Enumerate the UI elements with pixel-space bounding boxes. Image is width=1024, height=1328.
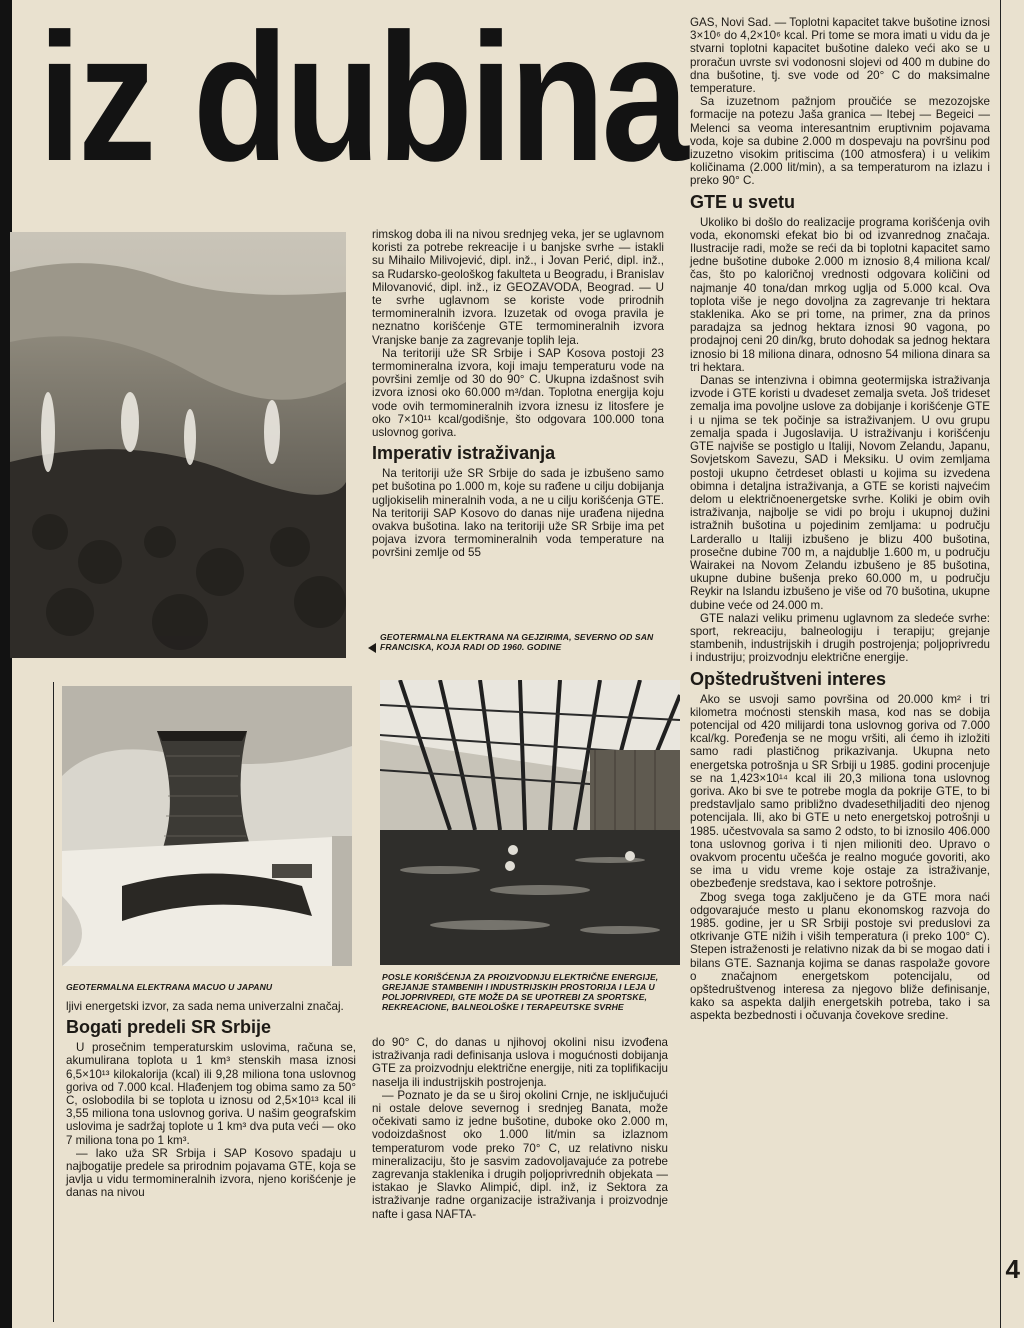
previous-page-strip xyxy=(0,0,12,1328)
left-paragraph: U prosečnim temperaturskim uslovima, računa se, akumulirana toplota u 1 km³ stenskih masa iznosi 6,5×10¹³ kilokalorija (kcal) ili 9,28 miliona tona uslovnog goriva od 7.000 kcal. Hlađenjem tog obima samo za 50° C, oslobodila bi se toplota u iznosu od 2,5×10¹³ kcal ili 3,55 miliona tona uslovnog goriva. U našim geografskim uslovima je sadržaj toplote u 1 km³ dva puta veći — oko 7 miliona tona po 1 km³. xyxy=(66,1041,356,1147)
right-paragraph: Sa izuzetnom pažnjom proučiće se mezozojske formacije na potezu Jaša granica — Itebej — Begeici — Melenci sa veoma interesantnim eruptivnim pojavama voda, koje sa dubine 2.000 m dospevaju na površinu pod izuzetno visokim pritiscima (100 atmosfera) i u velikim količinama (2.000 lit/min), a sa temperaturom na izlazu i preko 90° C. xyxy=(690,95,990,188)
caption-pointer-icon xyxy=(368,643,376,653)
section-heading-gte-u-svetu: GTE u svetu xyxy=(690,191,796,212)
section-heading-imperativ: Imperativ istraživanja xyxy=(372,443,556,464)
middle-column-lower xyxy=(372,1036,668,1221)
geyser-plant-photo xyxy=(10,232,346,658)
pool-photo-caption: POSLE KORIŠĆENJA ZA PROIZVODNJU ELEKTRIČNE ENERGIJE, GREJANJE STAMBENIH I INDUSTRIJSKIH PROSTORIJA I LEJA U POLJOPRIVREDI, GTE MOŽE DA SE UPOTREBI ZA SPORTSKE, REKREACIONE, BALNEOLOŠKE I TERAPEUTSKE SVRHE xyxy=(382,972,659,1012)
middle-paragraph: — Poznato je da se u široj okolini Crnje, ne isključujući ni ostale delove severnog i srednjeg Banata, može očekivati samo iz jedne bušotine, duboke oko 2.000 m, vodoizdašnost oko 1.000 lit/min sa izlaznom temperaturom vode preko 70° C, uz relativno nisku mineralizaciju, što je sasvim zadovoljavajuće za potrebe zagrevanja staklenika i drugih poljoprivrednih objekata — istakao je Slavko Alimpić, dipl. inž, iz Sektora za istraživanje radne organizacije istraživanja i proizvodnje nafte i gasa NAFTA- xyxy=(372,1088,668,1221)
right-paragraph: GTE nalazi veliku primenu uglavnom za sledeće svrhe: sport, rekreaciju, balneologiju i terapiju; grejanje stambenih, industrijskih i drugih postrojenja; poljoprivredu i industriju; proizvodnju električne energije. xyxy=(690,611,990,665)
section-heading-opstedrustveni: Opštedruštveni interes xyxy=(690,668,887,689)
thermal-pool-photo xyxy=(380,680,680,965)
left-column xyxy=(66,1000,356,1200)
middle-paragraph: do 90° C, do danas u njihovoj okolini nisu izvođena istraživanja radi definisanja uslova i mogućnosti dobijanja GTE za proizvodnju električne energije, niti za toplifikaciju naselja ili industrijskih postrojenja. xyxy=(372,1036,668,1089)
right-paragraph: Danas se intenzivna i obimna geotermijska istraživanja izvode i GTE koristi u dvadeset zemalja sveta. Još trideset zemalja ima povoljne uslove za dobijanje i korišćenje GTE i u njima se tek počinje sa istraživanjem. U ovu grupu zemalja spada i Jugoslavija. U istraživanju i korišćenju GTE najviše se postiglo u Italiji, Novom Zelandu, Japanu, Sovjetskom Savezu, SAD i Meksiku. U ovim zemljama postoji ukupno četrdeset oblasti u kojima su izvedena obimna i detaljna istraživanja, a GTE se koristi najvećim delom u električnoenergetske svrhe. Koliki je obim ovih istraživanja, najbolje se vidi po broju i ukupnoj dužini istražnih bušotina u pojedinim zemljama: u području Larderallo u Italiji izbušeno je blizu 400 bušotina, prosečne dubine 700 m, a najdublje 1.600 m, u području Wairakei na Novom Zelandu izbušeno je 85 bušotina, ukupne dubine bušenja preko 60.000 m, u području Reykir na Islandu izbušeno je više od 70 bušotina, ukupne dubine veće od 24.000 m. xyxy=(690,374,990,612)
frame-line-left xyxy=(53,682,54,1322)
macuo-photo-caption: GEOTERMALNA ELEKTRANA MACUO U JAPANU xyxy=(66,982,273,992)
middle-paragraph: Na teritoriji uže SR Srbije i SAP Kosova postoji 23 termomineralna izvora, koji imaju temperaturu vode na površini zemlje od 30 do 90° C. Ukupna izdašnost svih izvora iznosi oko 60.000 m³/dan. Toplotna energija koju vode ovih termomineralnih izvora iznesu iz litosfere je oko 7×10¹¹ kcal/godišnje, što odgovara 100.000 tona uslovnog goriva. xyxy=(372,346,664,440)
middle-paragraph: Na teritoriji uže SR Srbije do sada je izbušeno samo pet bušotina po 1.000 m, koje su rađene u cilju dobijanja ugljokiselih mineralnih voda, a ne u cilju korišćenja GTE. Na teritoriji SAP Kosovo do danas nije urađena nijedna ovakva bušotina. Iako na teritoriji uže SR Srbije ima pet pojava izvora termomineralnih voda temperature na površini zemlje od 55 xyxy=(372,467,664,560)
left-paragraph: — Iako uža SR Srbija i SAP Kosovo spadaju u najbogatije predele sa prirodnim pojavama GTE, koja se javlja u vidu termomineralnih izvora, njeno korišćenje je danas na nivou xyxy=(66,1146,356,1200)
right-paragraph: GAS, Novi Sad. — Toplotni kapacitet takve bušotine iznosi 3×10⁶ do 4,2×10⁶ kcal. Pri tome se mora imati u vidu da je stvarni toplotni kapacitet bušotine daleko veći ako se u proračun uvrste svi vodonosni slojevi od 400 m dubine do dna bušotine, tj. sve vode od 20° C do maksimalne temperature. xyxy=(690,16,990,96)
left-paragraph: ljivi energetski izvor, za sada nema univerzalni značaj. xyxy=(66,1000,344,1013)
section-heading-bogati: Bogati predeli SR Srbije xyxy=(66,1017,272,1038)
right-paragraph: Ukoliko bi došlo do realizacije programa korišćenja ovih voda, ekonomski efekat bio bi od izvanrednog značaja. Ilustracije radi, može se reći da bi toplotni kapacitet samo jedne bušotine duboke 2.000 m iznosio 8,4 miliona kcal/čas, što po kaloričnoj vrednosti odgovara količini od najmanje 40 tona/dan mrkog uglja od 5.000 kcal. Ova toplota više je nego dovoljna za zagrevanje tri hektara staklenika. Ako se pri tome, na primer, zna da prinos paradajza sa jednog hektara iznosi 90 vagona, po prodajnoj ceni 20 din/kg, bruto dohodak sa jednog hektara iznosio bi 18 miliona dinara, odnosno 54 miliona dinara sa tri hektara. xyxy=(690,215,990,374)
right-paragraph: Zbog svega toga zaključeno je da GTE mora naći odgovarajuće mesto u planu ekonomskog razvoja do 1985. godine, jer u SR Srbiji postoje svi preduslovi za otkrivanje GTE nižih i viših temperatura (i preko 100° C). Stepen istraženosti je relativno nizak da bi se mogao dati i bilans GTE. Saznanja kojima se danas raspolaže govore o značajnom energetskom potencijalu, od opštedruštvenog interesa za njegovo bliže definisanje, kako sa aspekta daljih energetskih potreba, tako i sa aspekta bezbednosti i očuvanja čovekove sredine. xyxy=(690,890,990,1023)
geyser-photo-caption: GEOTERMALNA ELEKTRANA NA GEJZIRIMA, SEVERNO OD SAN FRANCISKA, KOJA RADI OD 1960. GODINE xyxy=(380,632,654,652)
macuo-plant-photo xyxy=(62,686,352,966)
middle-paragraph: rimskog doba ili na nivou srednjeg veka, jer se uglavnom koristi za potrebe rekreacije i u banjske svrhe — istakli su Mihailo Milivojević, dipl. inž., i Jovan Perić, dipl. inž., sa Rudarsko-geološkog fakulteta u Beogradu, i Branislav Milovanović, dipl. inž., iz GEOZAVODA, Beograd. — U te svrhe uglavnom se koriste vode prirodnih termomineralnih izvora. Izuzetak od ovoga pravila je neznatno korišćenje GTE termomineralnih izvora Vranjske banje za zagrevanje toplih leja. xyxy=(372,228,664,347)
middle-column-upper xyxy=(372,228,664,560)
right-edge-rule xyxy=(1000,0,1001,1328)
page-number: 4 xyxy=(1005,1254,1020,1284)
headline: iz dubina xyxy=(38,0,686,199)
right-paragraph: Ako se usvoji samo površina od 20.000 km² i tri kilometra moćnosti stenskih masa, kod nas se dobija potencijal od 420 milijardi tona uslovnog goriva od 7.000 kcal/kg. Poređenja se ne mogu vršiti, ali ćemo ih izložiti samo radi plastičnog prikazivanja. Ukupna neto energetska potrošnja u SR Srbiji u 1985. godini procenjuje se na 1,423×10¹⁴ kcal ili 20,3 miliona tona uslovnog goriva. Ako bi sve te potrebe mogla da pokrije GTE, to bi predstavljalo samo približno dvadesethiljaditi deo njenog potencijala. Ili, ako bi GTE u neto energetskoj potrošnji u 1985. učestvovala sa samo 2 odsto, to bi iznosilo 406.000 tona uslovnog goriva i ti njen milioniti deo. Upravo o ovakvom procentu učešća je realno moguće govoriti, ako se ima u vidu vreme koje ostaje za istraživanje, obezbeđenje sredstava, kao i sektore potrošnje. xyxy=(690,692,990,891)
right-column xyxy=(690,16,990,1023)
